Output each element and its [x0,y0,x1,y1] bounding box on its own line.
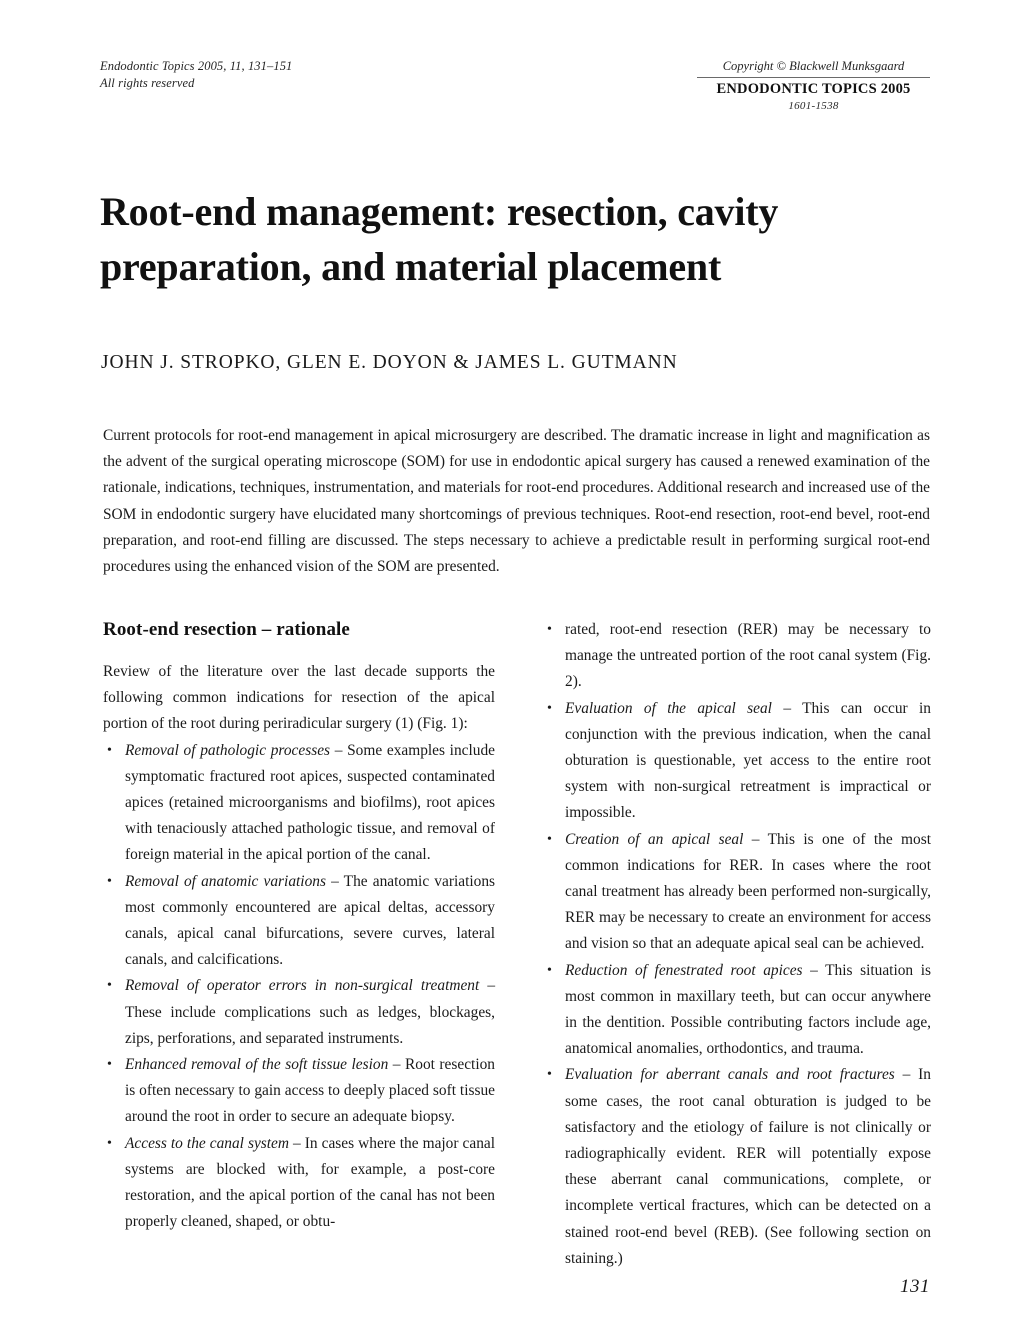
article-title: Root-end management: resection, cavity preparation, and material placement [100,188,779,289]
list-item-term: Evaluation of the apical seal [565,699,772,717]
list-item [543,1062,931,1272]
list-item-text: – In cases where the major canal systems are blocked with, for example, a post-core restoration, and the apical portion of the canal has not been properly cleaned, shaped, or obtu- [125,1134,496,1231]
list-item [103,973,495,1052]
section-heading-rationale: Root-end resection – rationale [103,619,350,640]
list-item [103,869,495,974]
list-item-term: Removal of anatomic variations [125,872,326,890]
continuation-paragraph [543,617,931,696]
left-column [103,617,495,1235]
issn-number: 1601-1538 [788,100,839,112]
list-item [103,1131,495,1236]
list-item-term: Enhanced removal of the soft tissue lesion [125,1056,389,1074]
list-item-text: – This is one of the most common indications for RER. In cases where the root canal treatment has already been performed non-surgically, RER may be necessary to create an environment for access and vision so that an adequate apical seal can be achieved. [565,830,931,953]
list-item-text: – The anatomic variations most commonly encountered are apical deltas, accessory canals, apical canal bifurcations, severe curves, lateral canals, and calcifications. [125,872,495,969]
author-list: JOHN J. STROPKO, GLEN E. DOYON & JAMES L. GUTMANN [101,352,678,373]
list-item-term: Removal of pathologic processes [125,741,331,759]
list-item [103,1052,495,1131]
list-item-term: Removal of operator errors in non-surgical treatment [125,977,480,995]
indications-list-right [543,617,931,1272]
list-item-text: – In some cases, the root canal obturation is judged to be satisfactory and the etiology of failure is not clinically or radiographically evident. RER will potentially expose these aberrant canal communications, complete, or incomplete vertical fractures, which can be detected on a stained root-end bevel (REB). (See following section on staining.) [565,1066,932,1267]
list-item-term: Reduction of fenestrated root apices [565,961,803,979]
indications-list-left [103,738,495,1236]
list-item [103,738,495,869]
journal-title: ENDODONTIC TOPICS 2005 [716,81,911,97]
copyright-notice: Copyright © Blackwell Munksgaard [722,59,905,73]
list-item-text: – Some examples include symptomatic fractured root apices, suspected contaminated apices (retained microorganisms and biofilms), root apices with tenaciously attached pathologic tissue, and removal of foreign material in the apical portion of the canal. [125,741,495,864]
list-item [543,696,931,827]
list-item [543,827,931,958]
journal-reference: Endodontic Topics 2005, 11, 131–151 [100,59,293,73]
list-item-term: Evaluation for aberrant canals and root fractures [565,1066,895,1084]
masthead-divider [697,77,930,78]
rights-statement: All rights reserved [100,76,195,90]
masthead [100,58,930,114]
list-item-term: Access to the canal system [125,1134,290,1152]
list-item-term: Creation of an apical seal [565,830,744,848]
list-item-text: – Root resection is often necessary to gain access to deeply placed soft tissue around the root in order to secure an adequate biopsy. [125,1056,495,1126]
list-item-text: – This situation is most common in maxillary teeth, but can occur anywhere in the dentition. Possible contributing factors include age, anatomical anomalies, orthodontics, and trauma. [565,961,931,1058]
intro-paragraph: Review of the literature over the last decade supports the following common indications for resection of the apical portion of the root during periradicular surgery (1) (Fig. 1): [103,663,495,733]
masthead-left-block [100,58,292,92]
masthead-right-block [697,58,930,114]
continuation-text: rated, root-end resection (RER) may be necessary to manage the untreated portion of the root canal system (Fig. 2). [565,621,931,691]
list-item-text: – This can occur in conjunction with the previous indication, when the canal obturation is questionable, yet access to the entire root system with non-surgical retreatment is impractical or impossible. [565,699,931,822]
right-column [543,617,931,1272]
abstract-text: Current protocols for root-end management in apical microsurgery are described. The dramatic increase in light and magnification as the advent of the surgical operating microscope (SOM) for use in endodontic apical surgery has caused a renewed examination of the rationale, indications, techniques, instrumentation, and materials for root-end procedures. Additional research and increased use of the SOM in endodontic surgery have elucidated many shortcomings of previous techniques. Root-end resection, root-end bevel, root-end preparation, and root-end filling are discussed. The steps necessary to achieve a predictable result in performing surgical root-end procedures using the enhanced vision of the SOM are presented. [103,427,930,576]
list-item-text: – These include complications such as ledges, blockages, zips, perforations, and separated instruments. [125,977,496,1047]
list-item [543,958,931,1063]
page-number: 131 [900,1276,930,1297]
